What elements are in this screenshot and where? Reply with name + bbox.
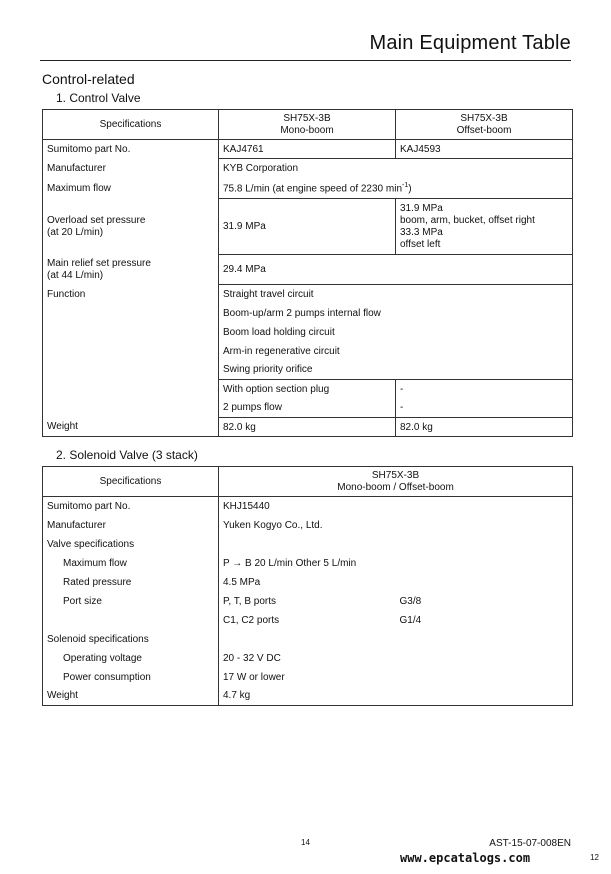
model-header — [219, 467, 573, 497]
row-label: Sumitomo part No. — [47, 143, 131, 155]
two-pumps-text: 2 pumps flow — [219, 399, 396, 418]
table-row — [43, 630, 573, 649]
offset-boom-header — [396, 110, 573, 140]
table-row — [43, 554, 573, 573]
row-label: Overload set pressure (at 20 L/min) — [47, 214, 146, 238]
control-valve-table — [42, 109, 573, 437]
manufacturer-value: KYB Corporation — [219, 159, 573, 179]
page-title: Main Equipment Table — [369, 32, 571, 54]
row-label: Manufacturer — [47, 519, 106, 531]
part-no-offset: KAJ4593 — [396, 140, 573, 159]
mono-boom-header — [219, 110, 396, 140]
function-item: Boom load holding circuit — [219, 323, 573, 342]
table-row — [43, 380, 573, 399]
main-relief-value: 29.4 MPa — [219, 255, 573, 285]
port-size: G3/8 — [399, 595, 422, 607]
table-row — [43, 418, 573, 437]
power-value: 17 W or lower — [219, 668, 573, 687]
control-valve-heading: 1. Control Valve — [56, 91, 141, 105]
watermark-url: www.epcatalogs.com — [400, 851, 531, 865]
table-header-row — [43, 467, 573, 497]
overload-offset: 31.9 MPa boom, arm, bucket, offset right 33.3 MPa offset left — [396, 199, 573, 255]
table-row — [43, 342, 573, 361]
function-item: Straight travel circuit — [219, 285, 573, 304]
table-row — [43, 649, 573, 668]
row-label: Rated pressure — [63, 576, 132, 588]
function-item: Arm-in regenerative circuit — [219, 342, 573, 361]
row-label: Manufacturer — [47, 163, 106, 174]
table-row — [43, 179, 573, 199]
row-label: Sumitomo part No. — [47, 500, 131, 512]
table-row — [43, 285, 573, 304]
row-label: Solenoid specifications — [47, 633, 149, 645]
weight-value: 4.7 kg — [219, 687, 573, 706]
port-size: G1/4 — [399, 614, 422, 626]
option-plug-text: With option section plug — [219, 380, 396, 399]
specifications-header: Specifications — [43, 467, 219, 497]
row-label: Function — [47, 288, 86, 300]
table-row — [43, 497, 573, 516]
table-row — [43, 140, 573, 159]
port-names: C1, C2 ports — [219, 611, 396, 630]
section-heading: Control-related — [42, 71, 135, 87]
overload-mono: 31.9 MPa — [219, 199, 396, 255]
table-row — [43, 573, 573, 592]
table-row — [43, 592, 573, 611]
function-item: Swing priority orifice — [219, 361, 573, 380]
boom-type-label: Mono-boom / Offset-boom — [337, 481, 454, 493]
corner-page-number: 12 — [590, 853, 599, 862]
table-row — [43, 323, 573, 342]
table-row — [43, 159, 573, 179]
row-label: Valve specifications — [47, 538, 135, 550]
table-row — [43, 304, 573, 323]
max-flow-value: P → B 20 L/min Other 5 L/min — [219, 554, 573, 573]
table-row — [43, 399, 573, 418]
table-row — [43, 361, 573, 380]
model-label: SH75X-3B — [460, 112, 508, 124]
row-label: Weight — [47, 690, 78, 702]
table-row — [43, 255, 573, 285]
solenoid-valve-table — [42, 466, 573, 706]
footer-page-number: 14 — [301, 838, 310, 847]
row-label: Power consumption — [63, 671, 151, 683]
footer-document-code: AST-15-07-008EN — [489, 838, 571, 849]
two-pumps-offset: - — [396, 399, 573, 418]
title-rule — [40, 60, 571, 61]
option-plug-offset: - — [396, 380, 573, 399]
model-label: SH75X-3B — [371, 469, 420, 481]
specifications-header: Specifications — [43, 110, 219, 140]
part-no-value: KHJ15440 — [219, 497, 573, 516]
table-row — [43, 668, 573, 687]
row-label: Weight — [47, 421, 78, 433]
table-row — [43, 687, 573, 706]
row-label: Operating voltage — [63, 652, 142, 664]
rated-pressure-value: 4.5 MPa — [219, 573, 573, 592]
voltage-value: 20 - 32 V DC — [219, 649, 573, 668]
manufacturer-value: Yuken Kogyo Co., Ltd. — [219, 516, 573, 535]
row-label: Maximum flow — [47, 183, 111, 194]
table-header-row — [43, 110, 573, 140]
boom-type-label: Mono-boom — [280, 124, 334, 136]
table-row — [43, 611, 573, 630]
table-row — [43, 535, 573, 554]
row-label: Main relief set pressure (at 44 L/min) — [47, 257, 151, 281]
row-label: Maximum flow — [63, 557, 127, 569]
solenoid-valve-heading: 2. Solenoid Valve (3 stack) — [56, 448, 198, 462]
row-label: Port size — [63, 595, 102, 607]
max-flow-value: 75.8 L/min (at engine speed of 2230 $\min^{-1}$) — [219, 179, 573, 199]
table-row — [43, 199, 573, 255]
boom-type-label: Offset-boom — [456, 124, 512, 136]
weight-mono: 82.0 kg — [219, 418, 396, 437]
weight-offset: 82.0 kg — [396, 418, 573, 437]
table-row — [43, 516, 573, 535]
model-label: SH75X-3B — [283, 112, 331, 124]
function-item: Boom-up/arm 2 pumps internal flow — [219, 304, 573, 323]
port-names: P, T, B ports — [219, 592, 396, 611]
part-no-mono: KAJ4761 — [219, 140, 396, 159]
